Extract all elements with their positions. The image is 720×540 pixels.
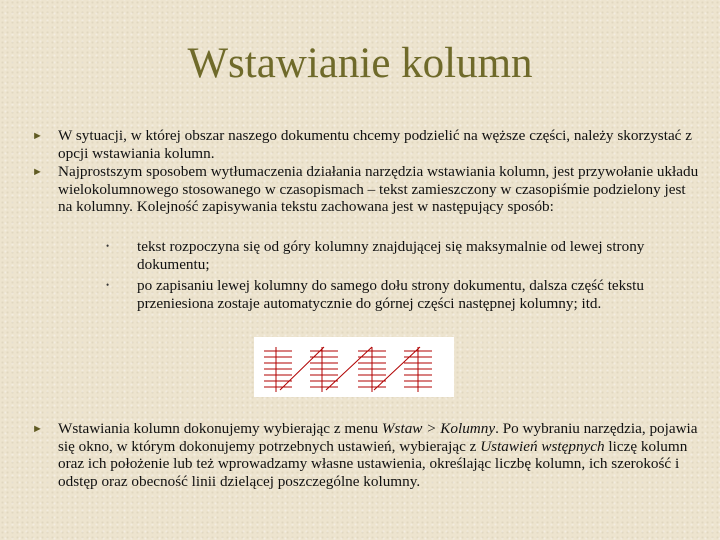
triangle-bullet-icon: ► bbox=[32, 166, 43, 178]
sub-bullet-text: tekst rozpoczyna się od góry kolumny znajdującej się maksymalnie od lewej strony dokumentu; bbox=[137, 238, 645, 273]
bullet-text-part: liczę kolumn oraz ich położenie lub też wprowadzamy własne ustawienia, określając liczbę kolumn, ich szerokość i odstęp oraz obecność linii dzielącej poszczególne kolumny. bbox=[58, 437, 688, 490]
bullet-item bbox=[32, 127, 700, 162]
dot-bullet-icon: • bbox=[106, 241, 110, 251]
slide-title: Wstawianie kolumn bbox=[187, 40, 533, 87]
triangle-bullet-icon: ► bbox=[32, 130, 43, 142]
bullet-text: Najprostszym sposobem wytłumaczenia działania narzędzia wstawiania kolumn, jest przywołanie układu wielokolumnowego stosowanego w czasopismach – tekst zamieszczony w czasopiśmie podzielony jest na kolumny. Kolejność zapisywania tekstu zachowana jest w następujący sposób: bbox=[58, 163, 699, 215]
menu-path: Wstaw > Kolumny bbox=[381, 420, 496, 437]
sub-bullet-item bbox=[106, 238, 706, 273]
bullet-text: W sytuacji, w której obszar naszego dokumentu chcemy podzielić na węższe części, należy skorzystać z opcji wstawiania kolumn. bbox=[58, 127, 692, 162]
sub-bullet-item bbox=[106, 277, 706, 312]
column-flow-figure bbox=[254, 337, 454, 397]
triangle-bullet-icon: ► bbox=[32, 423, 43, 435]
column-flow-diagram bbox=[254, 337, 454, 397]
bullet-text bbox=[58, 420, 700, 490]
bullet-text-part: . Po wybraniu narzędzia, pojawia się okno, w którym dokonujemy potrzebnych ustawień, wybierając z bbox=[58, 420, 698, 455]
bullet-item bbox=[32, 163, 700, 216]
bullet-text-part: Wstawiania kolumn dokonujemy wybierając z menu bbox=[58, 420, 382, 437]
sub-bullet-text: po zapisaniu lewej kolumny do samego dołu strony dokumentu, dalsza część tekstu przeniesiona zostaje automatycznie do górnej części następnej kolumny; itd. bbox=[137, 277, 644, 312]
preset-settings-label: Ustawień wstępnych bbox=[480, 437, 605, 455]
dot-bullet-icon: • bbox=[106, 280, 110, 290]
bullet-item bbox=[32, 420, 700, 490]
